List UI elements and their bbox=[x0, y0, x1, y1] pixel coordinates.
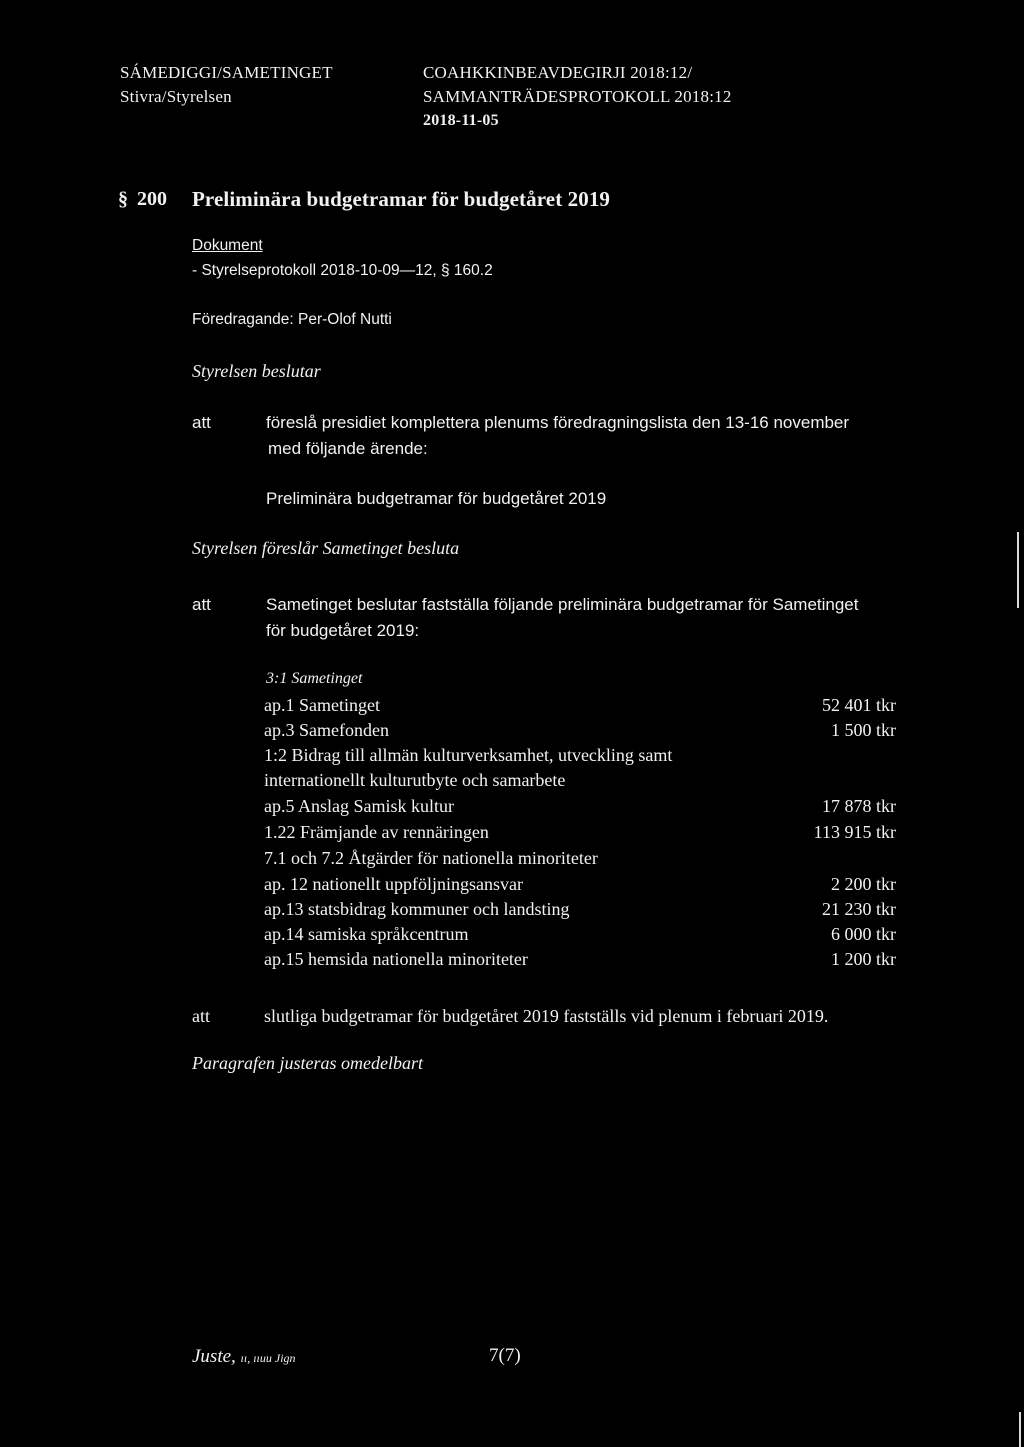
row-label: 7.1 och 7.2 Åtgärder för nationella minoriteter bbox=[264, 848, 598, 868]
row-value: 6 000 tkr bbox=[831, 924, 896, 944]
closing-note: Paragrafen justeras omedelbart bbox=[192, 1053, 423, 1073]
section-symbol: § bbox=[118, 188, 128, 210]
footer-sign-tail: ıı, ııuu Jign bbox=[240, 1351, 296, 1365]
section-number: 200 bbox=[137, 188, 167, 210]
table-row bbox=[264, 899, 896, 920]
table-row bbox=[264, 796, 896, 817]
row-label: 1:2 Bidrag till allmän kulturverksamhet, utveckling samt bbox=[264, 745, 673, 765]
row-label: ap.3 Samefonden bbox=[264, 720, 389, 740]
header-protocol: COAHKKINBEAVDEGIRJI 2018:12/ bbox=[423, 63, 693, 82]
decision2-text-line2: för budgetåret 2019: bbox=[266, 621, 420, 640]
row-value: 113 915 tkr bbox=[813, 822, 896, 842]
row-value: 17 878 tkr bbox=[822, 796, 896, 816]
table-row bbox=[264, 874, 896, 895]
row-value: 1 500 tkr bbox=[831, 720, 896, 740]
footer-sign-label: Juste, bbox=[192, 1346, 236, 1367]
budget-subheading: 3:1 Sametinget bbox=[266, 670, 363, 687]
scan-edge-line-bottom bbox=[1019, 1412, 1021, 1447]
table-row bbox=[264, 949, 896, 970]
row-label: ap.14 samiska språkcentrum bbox=[264, 924, 469, 944]
row-label: ap.15 hemsida nationella minoriteter bbox=[264, 949, 528, 969]
table-row bbox=[264, 822, 896, 843]
table-row bbox=[264, 770, 896, 791]
scan-edge-line bbox=[1017, 532, 1019, 608]
row-label: internationellt kulturutbyte och samarbete bbox=[264, 770, 566, 790]
decision1-text-line1: föreslå presidiet komplettera plenums föredragningslista den 13-16 november bbox=[266, 413, 850, 432]
table-row bbox=[264, 720, 896, 741]
row-value: 52 401 tkr bbox=[822, 695, 896, 715]
table-row bbox=[264, 745, 896, 766]
decision3-att: att bbox=[192, 1006, 210, 1026]
footer-signature bbox=[192, 1346, 296, 1368]
header-org: SÁMEDIGGI/SAMETINGET bbox=[120, 63, 333, 82]
decision1-heading: Styrelsen beslutar bbox=[192, 361, 321, 381]
header-body: Stivra/Styrelsen bbox=[120, 87, 232, 106]
row-value: 2 200 tkr bbox=[831, 874, 896, 894]
decision1-att: att bbox=[192, 413, 211, 432]
row-label: ap.5 Anslag Samisk kultur bbox=[264, 796, 454, 816]
section-title: Preliminära budgetramar för budgetåret 2019 bbox=[192, 187, 611, 211]
presenter: Föredragande: Per-Olof Nutti bbox=[192, 311, 392, 328]
decision2-heading: Styrelsen föreslår Sametinget besluta bbox=[192, 538, 460, 558]
table-row bbox=[264, 695, 896, 716]
header-protocol-sv: SAMMANTRÄDESPROTOKOLL 2018:12 bbox=[423, 87, 732, 106]
decision3-text: slutliga budgetramar för budgetåret 2019 fastställs vid plenum i februari 2019. bbox=[264, 1006, 829, 1026]
table-row bbox=[264, 924, 896, 945]
row-value: 1 200 tkr bbox=[831, 949, 896, 969]
header-date: 2018-11-05 bbox=[423, 112, 499, 129]
decision2-text-line1: Sametinget beslutar fastställa följande preliminära budgetramar för Sametinget bbox=[266, 595, 859, 614]
decision2-att: att bbox=[192, 595, 211, 614]
decision1-item: Preliminära budgetramar för budgetåret 2019 bbox=[266, 489, 607, 508]
table-row bbox=[264, 848, 896, 869]
documents-heading: Dokument bbox=[192, 237, 263, 254]
row-value: 21 230 tkr bbox=[822, 899, 896, 919]
row-label: ap. 12 nationellt uppföljningsansvar bbox=[264, 874, 523, 894]
row-label: ap.13 statsbidrag kommuner och landsting bbox=[264, 899, 570, 919]
decision1-text-line2: med följande ärende: bbox=[268, 439, 428, 458]
documents-item: - Styrelseprotokoll 2018-10-09—12, § 160.2 bbox=[192, 262, 493, 279]
row-label: 1.22 Främjande av rennäringen bbox=[264, 822, 489, 842]
row-label: ap.1 Sametinget bbox=[264, 695, 380, 715]
page-number: 7(7) bbox=[489, 1345, 521, 1366]
